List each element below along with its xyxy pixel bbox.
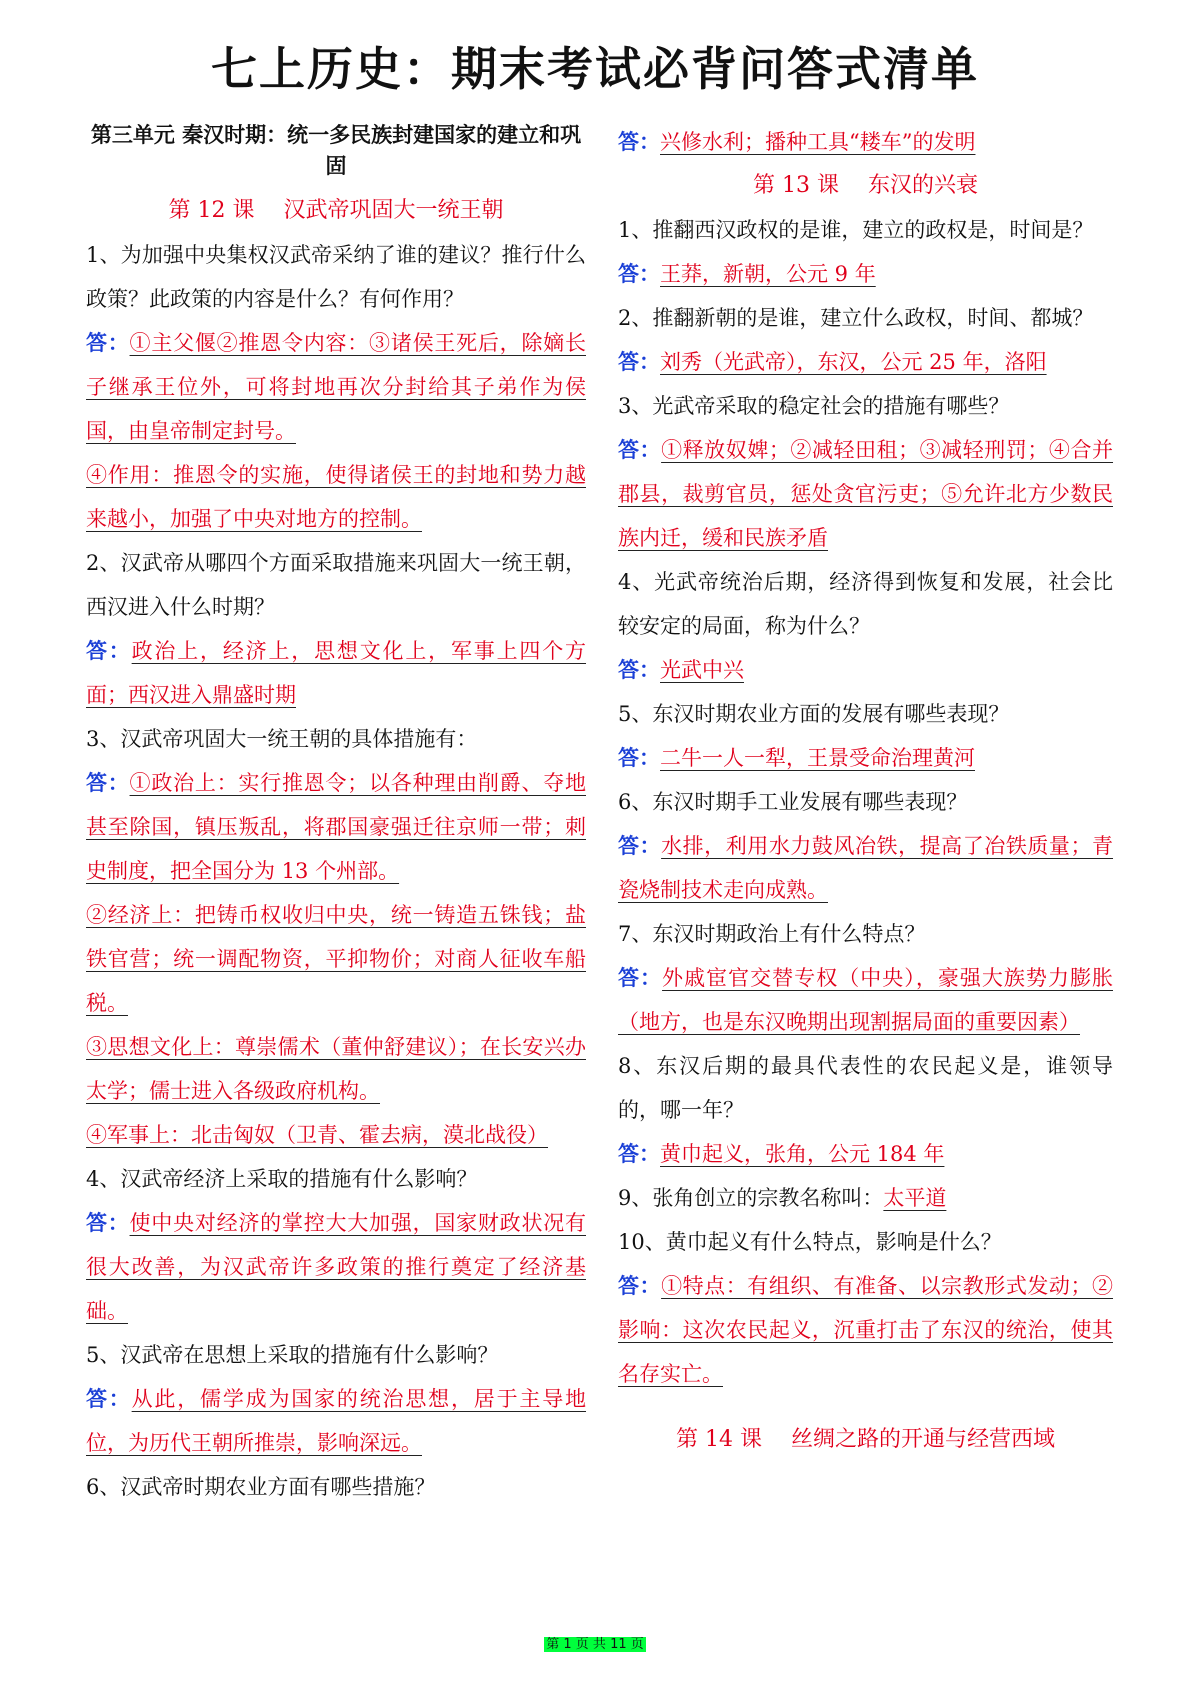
answer-text: ④军事上：北击匈奴（卫青、霍去病，漠北战役）: [86, 1123, 548, 1147]
question: 5、东汉时期农业方面的发展有哪些表现？: [618, 702, 1010, 726]
answer: [86, 1025, 586, 1113]
answer: [618, 824, 1113, 912]
answer-text: ③思想文化上：尊崇儒术（董仲舒建议）；在长安兴办太学；儒士进入各级政府机构。: [86, 1035, 586, 1103]
answer: [618, 648, 1113, 692]
answer-text: 政治上，经济上，思想文化上，军事上四个方面；西汉进入鼎盛时期: [86, 639, 587, 707]
question: [618, 1176, 1113, 1220]
answer-label: 答：: [618, 833, 662, 858]
page-title: 七上历史：期末考试必背问答式清单: [211, 42, 979, 96]
answer-text: 二牛一人一犁，王景受命治理黄河: [660, 746, 975, 770]
answer-text: 从此，儒学成为国家的统治思想，居于主导地位，为历代王朝所推崇，影响深远。: [86, 1387, 587, 1455]
answer-text: 水排，利用水力鼓风冶铁，提高了冶铁质量；青瓷烧制技术走向成熟。: [618, 834, 1114, 902]
answer-label: 答：: [86, 1386, 132, 1411]
answer-text: ①特点：有组织、有准备、以宗教形式发动；②影响：这次农民起义，沉重打击了东汉的统治，使其名存实亡。: [618, 1274, 1114, 1386]
question: 3、汉武帝巩固大一统王朝的具体措施有：: [86, 727, 478, 751]
page-footer: [0, 1633, 1190, 1652]
answer-label: 答：: [618, 129, 660, 154]
answer: [618, 736, 1113, 780]
answer-label: 答：: [86, 1210, 130, 1235]
answer-text: ①主父偃②推恩令内容：③诸侯王死后，除嫡长子继承王位外，可将封地再次分封给其子弟作为侯国，由皇帝制定封号。: [86, 331, 586, 443]
right-column: [618, 120, 1113, 1462]
question: 3、光武帝采取的稳定社会的措施有哪些？: [618, 394, 1010, 418]
answer-label: 答：: [618, 965, 663, 990]
answer: [86, 893, 586, 1025]
answer-label: 答：: [618, 349, 660, 374]
answer-label: 答：: [618, 261, 660, 286]
answer-label: 答：: [618, 657, 660, 682]
answer: [618, 120, 1113, 164]
answer-text: 兴修水利；播种工具“耧车”的发明: [660, 130, 976, 154]
answer-text: 光武中兴: [660, 658, 744, 682]
answer-label: 答：: [618, 1141, 660, 1166]
answer: [86, 453, 586, 541]
lesson-13-title: 第 13 课 东汉的兴衰: [753, 173, 978, 198]
answer-text: ①政治上：实行推恩令；以各种理由削爵、夺地甚至除国，镇压叛乱，将郡国豪强迁往京师一带；刺史制度，把全国分为 13 个州部。: [86, 771, 586, 883]
question: 4、光武帝统治后期，经济得到恢复和发展，社会比较安定的局面，称为什么？: [618, 570, 1113, 638]
answer: [618, 1264, 1113, 1396]
answer: [86, 629, 586, 717]
answer-text: 刘秀（光武帝），东汉，公元 25 年，洛阳: [660, 350, 1047, 374]
answer-label: 答：: [618, 745, 660, 770]
question: 2、推翻新朝的是谁，建立什么政权，时间、都城？: [618, 306, 1094, 330]
page-number: 1: [563, 1637, 572, 1652]
answer: [618, 1132, 1113, 1176]
answer-text: ②经济上：把铸币权收归中央，统一铸造五铢钱；盐铁官营；统一调配物资，平抑物价；对商人征收车船税。: [86, 903, 586, 1015]
answer-label: 答：: [618, 437, 662, 462]
answer-text: 使中央对经济的掌控大大加强，国家财政状况有很大改善，为汉武帝许多政策的推行奠定了经济基础。: [86, 1211, 586, 1323]
answer: [618, 428, 1113, 560]
question: 10、黄巾起义有什么特点，影响是什么？: [618, 1230, 1002, 1254]
question-text: 9、张角创立的宗教名称叫：: [618, 1186, 884, 1210]
page-prefix: 第: [546, 1637, 560, 1652]
lesson-12-title: 第 12 课 汉武帝巩固大一统王朝: [168, 198, 504, 223]
page-mid: 页 共: [575, 1637, 606, 1652]
answer-label: 答：: [86, 770, 130, 795]
answer-text: ①释放奴婢；②减轻田租；③减轻刑罚；④合并郡县，裁剪官员，惩处贪官污吏；⑤允许北方少数民族内迁，缓和民族矛盾: [618, 438, 1114, 550]
answer-text: 王莽，新朝，公元 9 年: [660, 262, 876, 286]
question: 1、推翻西汉政权的是谁，建立的政权是，时间是？: [618, 218, 1094, 242]
answer-text: 太平道: [883, 1186, 947, 1210]
answer: [86, 321, 586, 453]
question: 7、东汉时期政治上有什么特点？: [618, 922, 926, 946]
lesson-14-title: 第 14 课 丝绸之路的开通与经营西域: [676, 1427, 1055, 1452]
question: 5、汉武帝在思想上采取的措施有什么影响？: [86, 1343, 499, 1367]
answer-text: 外戚宦官交替专权（中央），豪强大族势力膨胀（地方，也是东汉晚期出现割据局面的重要因素）: [618, 966, 1113, 1034]
answer: [86, 761, 586, 893]
question: 6、汉武帝时期农业方面有哪些措施？: [86, 1475, 436, 1499]
question: 6、东汉时期手工业发展有哪些表现？: [618, 790, 968, 814]
page-total: 11: [610, 1637, 627, 1652]
answer-text: 黄巾起义，张角，公元 184 年: [660, 1142, 945, 1166]
answer-label: 答：: [86, 330, 130, 355]
answer: [86, 1377, 586, 1465]
answer-label: 答：: [618, 1273, 662, 1298]
answer-text: ④作用：推恩令的实施，使得诸侯王的封地和势力越来越小，加强了中央对地方的控制。: [86, 463, 586, 531]
answer: [86, 1201, 586, 1333]
answer: [618, 956, 1113, 1044]
answer: [86, 1113, 586, 1157]
answer: [618, 340, 1113, 384]
unit-heading: 第三单元 秦汉时期：统一多民族封建国家的建立和巩固: [90, 123, 582, 178]
answer: [618, 252, 1113, 296]
answer-label: 答：: [86, 638, 132, 663]
question: 4、汉武帝经济上采取的措施有什么影响？: [86, 1167, 478, 1191]
page-suffix: 页: [630, 1637, 644, 1652]
left-column: [86, 120, 586, 1509]
question: 2、汉武帝从哪四个方面采取措施来巩固大一统王朝，西汉进入什么时期？: [86, 551, 586, 619]
question: 8、东汉后期的最具代表性的农民起义是，谁领导的，哪一年？: [618, 1054, 1113, 1122]
question: 1、为加强中央集权汉武帝采纳了谁的建议？推行什么政策？此政策的内容是什么？有何作用？: [86, 243, 586, 311]
